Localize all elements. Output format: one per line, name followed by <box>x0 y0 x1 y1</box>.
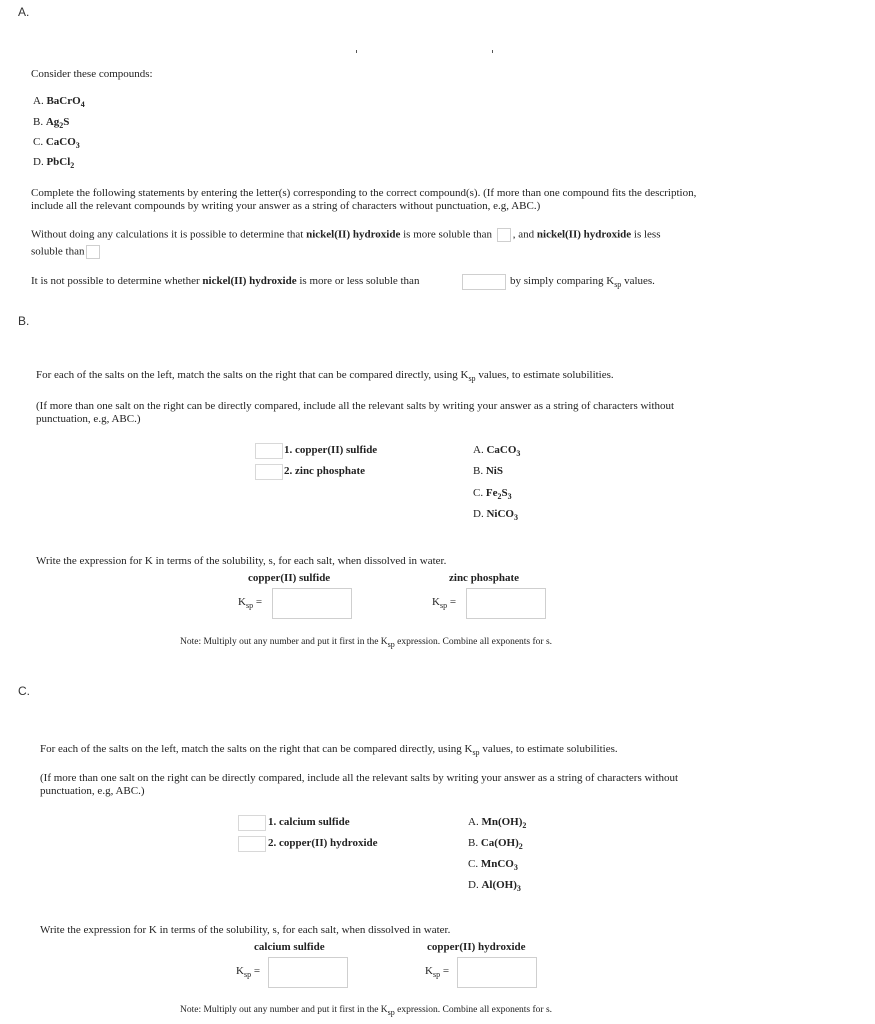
right-salt-b: B. NiS <box>473 465 503 477</box>
note-b: Note: Multiply out any number and put it first in the $K_{sp}$ expression. Combine all exponents for s. <box>180 637 553 649</box>
salt-heading-zinc-phosphate: zinc phosphate <box>449 572 519 584</box>
section-b-intro: For each of the salts on the left, match the salts on the right that can be compared directly, using $K_{sp}$ values, to estimate solubilities. <box>36 369 614 383</box>
section-c-hint: (If more than one salt on the right can be directly compared, include all the relevant salts by writing your answer as a string of characters without punctuation, e.g, ABC.) <box>40 772 679 797</box>
right-salt-c: C. $Fe_2S_3$ <box>473 487 512 501</box>
section-c-label: C. <box>18 684 30 698</box>
instructions: Complete the following statements by entering the letter(s) corresponding to the correct compound(s). (If more than one compound fits the description, include all the relevant compounds by writing your answer as a string of characters without punctuation, e.g, ABC.) <box>31 187 697 212</box>
divider-tick <box>492 50 493 53</box>
compounds-intro: Consider these compounds: <box>31 68 153 80</box>
right-salt-a: A. CaCO$_3$ <box>473 444 521 458</box>
ksp-label: $K_{sp}$ = <box>238 596 263 610</box>
compound-d: D. PbCl$_2$ <box>33 156 75 170</box>
note-c: Note: Multiply out any number and put it first in the $K_{sp}$ expression. Combine all exponents for s. <box>180 1005 553 1017</box>
left-salt-2: 2. zinc phosphate <box>284 465 365 477</box>
section-a-label: A. <box>18 5 30 19</box>
statement-2-end: by simply comparing $K_{sp}$ values. <box>510 275 655 289</box>
statement-1: Without doing any calculations it is possible to determine that nickel(II) hydroxide is more soluble than , and nickel(II) hydroxide is less <box>31 228 661 241</box>
left-salt-1: 1. calcium sulfide <box>268 816 350 828</box>
ksp-label: $K_{sp}$ = <box>432 596 457 610</box>
right-salt-c: C. MnCO$_3$ <box>468 858 518 872</box>
section-c-intro: For each of the salts on the left, match the salts on the right that can be compared directly, using $K_{sp}$ values, to estimate solubilities. <box>40 743 618 757</box>
statement-1-line2: soluble than <box>31 245 102 259</box>
match-input-copper-sulfide[interactable] <box>255 443 283 459</box>
right-salt-d: D. NiCO$_3$ <box>473 508 518 522</box>
ksp-input-copper-hydroxide[interactable] <box>457 957 537 988</box>
ksp-input-zinc-phosphate[interactable] <box>466 588 546 619</box>
statement-2: It is not possible to determine whether nickel(II) hydroxide is more or less soluble than <box>31 275 420 287</box>
ksp-input-copper-sulfide[interactable] <box>272 588 352 619</box>
compound-a: A. BaCrO$_4$ <box>33 95 85 109</box>
ksp-input-calcium-sulfide[interactable] <box>268 957 348 988</box>
ksp-label: $K_{sp}$ = <box>236 965 261 979</box>
ksp-label: $K_{sp}$ = <box>425 965 450 979</box>
salt-heading-copper-sulfide: copper(II) sulfide <box>248 572 331 584</box>
left-salt-2: 2. copper(II) hydroxide <box>268 837 378 849</box>
expression-instructions-c: Write the expression for K in terms of the solubility, s, for each salt, when dissolved in water. <box>40 924 451 936</box>
right-salt-a: A. $Mn(OH)_2$ <box>468 816 527 830</box>
match-input-copper-hydroxide[interactable] <box>238 836 266 852</box>
right-salt-b: B. $Ca(OH)_2$ <box>468 837 523 851</box>
section-b-hint: (If more than one salt on the right can be directly compared, include all the relevant salts by writing your answer as a string of characters without punctuation, e.g, ABC.) <box>36 400 675 425</box>
salt-heading-copper-hydroxide: copper(II) hydroxide <box>427 941 526 953</box>
answer-more-soluble-input[interactable] <box>497 228 511 242</box>
compound-b: B. $Ag_2S$ <box>33 116 70 130</box>
compound-c: C. CaCO$_3$ <box>33 136 80 150</box>
answer-less-soluble-input[interactable] <box>86 245 100 259</box>
divider-tick <box>356 50 357 53</box>
right-salt-d: D. $Al(OH)_3$ <box>468 879 521 893</box>
answer-undetermined-input[interactable] <box>462 274 506 290</box>
section-b-label: B. <box>18 314 30 328</box>
left-salt-1: 1. copper(II) sulfide <box>284 444 378 456</box>
match-input-zinc-phosphate[interactable] <box>255 464 283 480</box>
expression-instructions-b: Write the expression for K in terms of the solubility, s, for each salt, when dissolved in water. <box>36 555 447 567</box>
salt-heading-calcium-sulfide: calcium sulfide <box>254 941 325 953</box>
match-input-calcium-sulfide[interactable] <box>238 815 266 831</box>
